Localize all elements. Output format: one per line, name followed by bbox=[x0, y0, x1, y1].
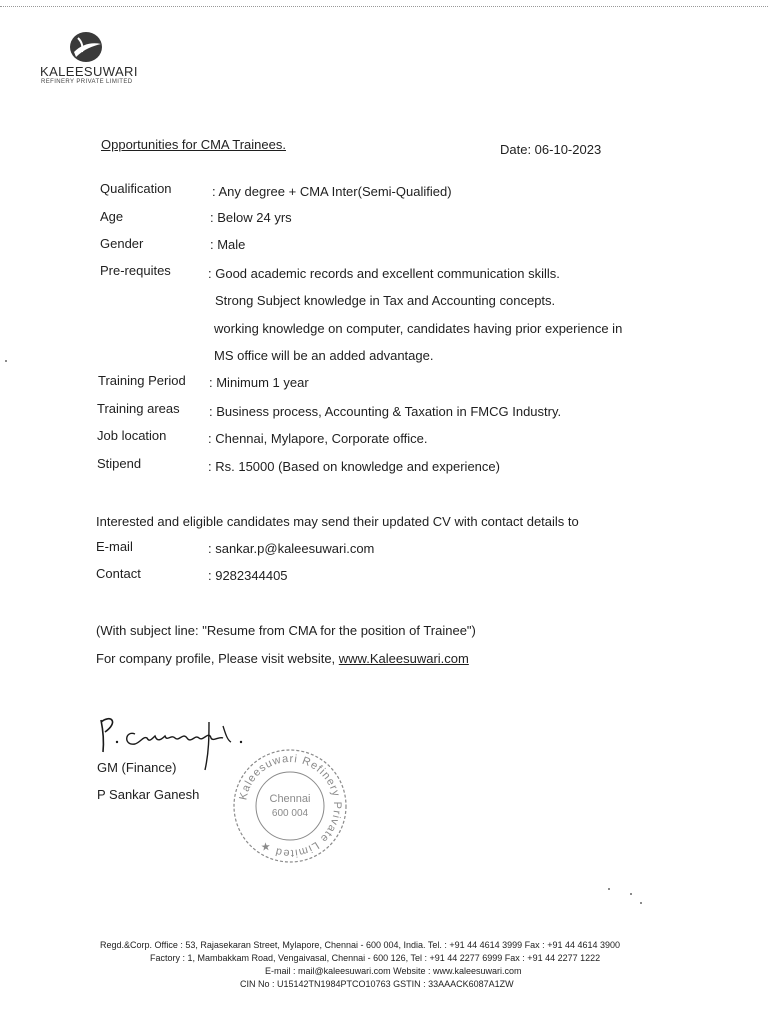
email-value: : sankar.p@kaleesuwari.com bbox=[208, 541, 375, 556]
stamp-pin: 600 004 bbox=[271, 808, 309, 819]
company-name: KALEESUWARI bbox=[40, 64, 138, 79]
company-profile-line bbox=[96, 651, 469, 666]
detail-label: Gender bbox=[100, 236, 144, 251]
detail-label: Training areas bbox=[97, 401, 180, 416]
subject-line: (With subject line: "Resume from CMA for the position of Trainee") bbox=[96, 623, 476, 638]
email-label: E-mail bbox=[96, 539, 133, 554]
contact-label: Contact bbox=[96, 566, 141, 581]
detail-value: : Any degree + CMA Inter(Semi-Qualified) bbox=[212, 184, 452, 199]
page-heading: Opportunities for CMA Trainees. bbox=[101, 137, 286, 152]
detail-value: : Below 24 yrs bbox=[210, 210, 292, 225]
prerequisite-line-4: MS office will be an added advantage. bbox=[214, 348, 434, 363]
detail-label: Qualification bbox=[100, 181, 172, 196]
scan-speck bbox=[640, 902, 642, 904]
detail-value: : Business process, Accounting & Taxation in FMCG Industry. bbox=[209, 404, 562, 419]
signatory-name: P Sankar Ganesh bbox=[97, 787, 200, 802]
detail-value: : Rs. 15000 (Based on knowledge and experience) bbox=[208, 459, 500, 474]
footer-factory: Factory : 1, Mambakkam Road, Vengaivasal, Chennai - 600 126, Tel : +91 44 2277 6999 Fax : +91 44 2277 1222 bbox=[150, 953, 601, 963]
contact-value: : 9282344405 bbox=[208, 568, 288, 583]
scan-speck bbox=[630, 893, 632, 895]
detail-value: : Male bbox=[210, 237, 246, 252]
footer-cin-gstin: CIN No : U15142TN1984PTCO10763 GSTIN : 33AAACK6087A1ZW bbox=[240, 979, 514, 989]
company-subtitle: REFINERY PRIVATE LIMITED bbox=[41, 79, 133, 85]
company-profile-text: For company profile, Please visit website, bbox=[96, 651, 339, 666]
company-logo bbox=[40, 30, 160, 90]
detail-label: Age bbox=[100, 209, 124, 224]
document-date: Date: 06-10-2023 bbox=[500, 142, 602, 157]
website-link[interactable]: www.Kaleesuwari.com bbox=[338, 651, 469, 666]
scan-speck bbox=[5, 360, 7, 362]
prerequisite-line-2: Strong Subject knowledge in Tax and Accounting concepts. bbox=[215, 293, 556, 308]
detail-label: Stipend bbox=[97, 456, 142, 471]
page-top-edge bbox=[0, 0, 768, 7]
signatory-designation: GM (Finance) bbox=[97, 760, 177, 775]
svg-text:Kaleesuwari Refinery Private L: Kaleesuwari Refinery Private Limited ★ bbox=[237, 752, 344, 860]
scan-speck bbox=[608, 888, 610, 890]
detail-value: : Good academic records and excellent communication skills. bbox=[208, 266, 560, 281]
detail-label: Job location bbox=[97, 428, 167, 443]
prerequisite-line-3: working knowledge on computer, candidates having prior experience in bbox=[214, 321, 623, 336]
detail-label: Pre-requites bbox=[100, 263, 171, 278]
detail-value: : Chennai, Mylapore, Corporate office. bbox=[208, 431, 428, 446]
footer-email-website: E-mail : mail@kaleesuwari.com Website : www.kaleesuwari.com bbox=[265, 966, 522, 976]
stamp-city: Chennai bbox=[269, 793, 311, 805]
detail-value: : Minimum 1 year bbox=[209, 375, 309, 390]
company-seal-stamp bbox=[230, 746, 350, 866]
kaleesuwari-logo-icon bbox=[68, 30, 104, 64]
apply-intro: Interested and eligible candidates may send their updated CV with contact details to bbox=[96, 514, 579, 529]
footer-registered-office: Regd.&Corp. Office : 53, Rajasekaran Street, Mylapore, Chennai - 600 004, India. Tel. : +91 44 4614 3999 Fax : +91 44 4614 3900 bbox=[100, 940, 621, 950]
detail-label: Training Period bbox=[98, 373, 186, 388]
